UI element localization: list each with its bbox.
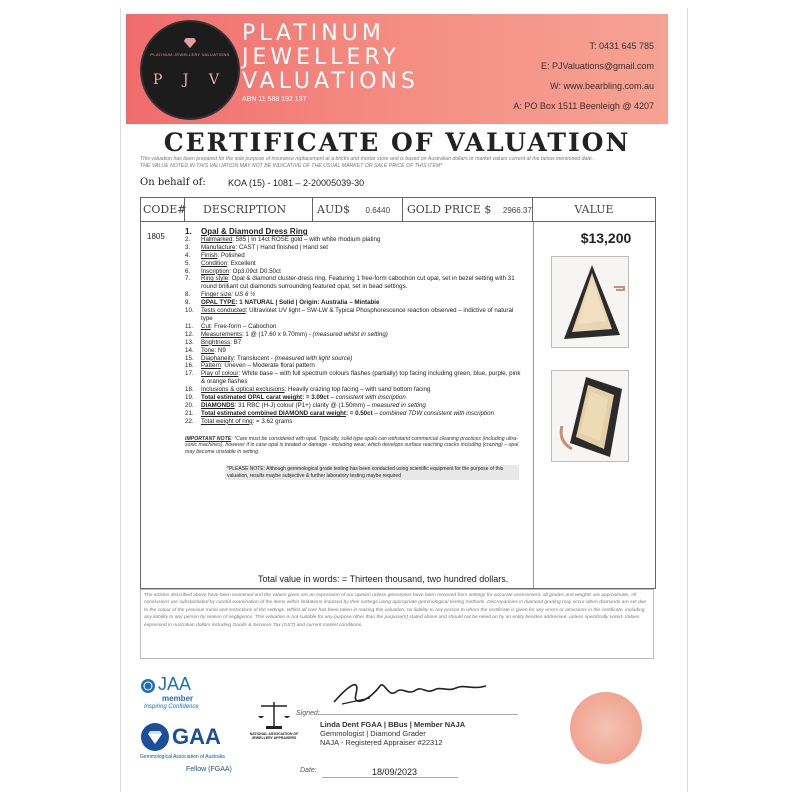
list-item [185, 244, 525, 252]
item-number: 9. [185, 299, 191, 307]
description-list [185, 228, 525, 480]
header-aud [313, 198, 403, 222]
item-text: : 1 NATURAL | Solid | Origin: Australia – Mintabie [235, 299, 380, 307]
list-item [185, 331, 525, 339]
item-number: 20. [185, 401, 194, 409]
gaa-fullname: Gemmological Association of Australia [140, 754, 225, 760]
gaa-text: GAA [172, 724, 221, 749]
item-number: 6. [185, 267, 191, 275]
date-value: 18/09/2023 [372, 767, 418, 777]
list-item [185, 228, 525, 236]
item-text: : Opal & diamond cluster-dress ring. Featuring 1 free-form cabochon cut opal, set in bezel setting with 31 round brilliant cut diamonds surrounding featured opal, set in bead settings. [201, 275, 515, 291]
jaa-text: JAA [158, 674, 192, 694]
item-number: 3. [185, 243, 191, 251]
disclaimer-line: THE VALUE NOTED IN THIS VALUATION MAY NOT BE INDICATIVE OF THE USUAL MARKET OR SALE PRICE OF THIS ITEM* [140, 163, 443, 169]
item-text: : 31 RBC (H-J) colour (P1+) clarity @ (1.50mm) – [234, 401, 372, 409]
date-label: Date: [300, 767, 317, 774]
item-number: 18. [185, 386, 194, 394]
item-label: Inscription [201, 267, 230, 275]
list-item [185, 252, 525, 260]
item-label: OPAL TYPE [201, 299, 236, 307]
item-number: 10. [185, 307, 194, 315]
item-number: 19. [185, 394, 194, 402]
header-value: VALUE [533, 198, 655, 222]
item-text: : Translucent - [233, 354, 275, 362]
abn-number: ABN 11 588 192 137 [242, 96, 307, 103]
item-text: : 585 | In 14ct ROSE gold – with white rhodium plating [232, 235, 381, 243]
gem-icon [184, 38, 196, 48]
item-text: : = 3.09ct [302, 394, 329, 402]
opal-ring-icon [552, 371, 628, 461]
list-item [185, 268, 525, 276]
item-text: : = 0.50ct [345, 409, 373, 417]
website: W: www.bearbling.com.au [550, 81, 654, 91]
letterhead [126, 14, 668, 124]
signature-image [330, 674, 490, 710]
item-label: Cut [201, 322, 211, 330]
contact-block [513, 36, 654, 116]
aud-label: AUD$ [317, 203, 351, 216]
column-divider [533, 222, 534, 588]
item-number: 17. [185, 370, 194, 378]
gaa-fellow: Fellow (FGAA) [186, 766, 232, 773]
item-number: 8. [185, 291, 191, 299]
item-number: 7. [185, 275, 191, 283]
item-note: – consistent with inscription [328, 394, 406, 402]
item-label: Condition [201, 259, 228, 267]
list-item [185, 386, 525, 394]
ring-photo-angle [551, 370, 629, 462]
list-item [185, 307, 525, 323]
item-number: 13. [185, 338, 194, 346]
signature-line [318, 714, 518, 715]
list-item [185, 323, 525, 331]
behalf-label: On behalf of: [140, 177, 206, 188]
certificate-title: CERTIFICATE OF VALUATION [163, 128, 631, 157]
brand-line: VALUATIONS [242, 69, 419, 94]
item-label: Total weight of ring [201, 417, 253, 425]
pjv-logo [140, 20, 240, 120]
item-text: : Polished [217, 251, 245, 259]
list-item [185, 402, 525, 410]
item-label: Total estimated combined DIAMOND carat weight [201, 409, 346, 417]
gold-price: 2966.37 [502, 206, 532, 215]
item-label: Measurements [201, 330, 242, 338]
scales-icon [256, 700, 292, 730]
item-label: Inclusions & optical exclusions [201, 386, 285, 394]
list-item [185, 410, 525, 418]
important-note [185, 436, 525, 456]
header-gold-price [403, 198, 533, 222]
item-number: 4. [185, 251, 191, 259]
embossed-seal [570, 692, 642, 764]
phone: T: 0431 645 785 [589, 41, 654, 51]
item-text: : 1 @ (17.60 x 9.70mm) - [241, 330, 313, 338]
valuation-amount: $13,200 [580, 230, 632, 246]
diamond-emblem-icon [140, 722, 170, 752]
list-item [185, 362, 525, 370]
gold-label: GOLD PRICE $ [407, 203, 492, 216]
item-number: 1. [185, 227, 192, 236]
item-label: DIAMONDS [201, 401, 235, 409]
list-item [185, 370, 525, 386]
aud-rate: 0.6440 [365, 206, 391, 215]
item-text: : Excellent [227, 259, 256, 267]
total-in-words: Total value in words: = Thirteen thousand, two hundred dollars. [258, 574, 509, 584]
disclaimer [140, 156, 660, 170]
address: A: PO Box 1511 Beenleigh @ 4207 [513, 101, 654, 111]
item-number: 5. [185, 259, 191, 267]
item-number: 12. [185, 330, 194, 338]
list-item [185, 347, 525, 355]
header-code: CODE# [141, 198, 185, 222]
item-label: Total estimated OPAL carat weight [201, 394, 303, 402]
item-number: 11. [185, 322, 194, 330]
item-label: Tone [201, 346, 215, 354]
item-text: : CAST | Hand finished | Hand set [235, 243, 328, 251]
disclaimer-line: This valuation has been prepared for the sole purpose of insurance replacement at a bricks and mortar store and is based on Australian dollars or market values current at the below mentioned date. [140, 156, 594, 162]
item-label: Tests conducted [201, 307, 246, 315]
header-description: DESCRIPTION [185, 198, 313, 222]
signer-role: Gemmologist | Diamond Grader [320, 729, 426, 738]
list-item [185, 394, 525, 402]
logo-ring-text: PLATINUM JEWELLERY VALUATIONS [150, 52, 230, 57]
list-item [185, 355, 525, 363]
list-item [185, 260, 525, 268]
item-label: Finish [201, 251, 218, 259]
list-item [185, 418, 525, 426]
item-number: 21. [185, 409, 194, 417]
item-text: : Free-form – Cabochon [210, 322, 277, 330]
item-number: 2. [185, 235, 191, 243]
date-line [322, 777, 458, 778]
list-item [185, 299, 525, 307]
signer-block [320, 720, 465, 747]
item-label: Play of colour [201, 370, 239, 378]
behalf-value: KOA (15) - 1081 – 2-20005039-30 [228, 178, 365, 188]
item-title: Opal & Diamond Dress Ring [201, 227, 308, 236]
email: E: PJValuations@gmail.com [540, 61, 654, 71]
list-item [185, 275, 525, 291]
important-text: : *Care must be considered with opal. Typically, solid type opals can withstand commercial cleaning practices (including ultra-sonic machines), however if in case opal is treated or damage - including wear, which develops surface reaching cracks including (crazing) – opal may become unstable in setting. [185, 435, 519, 455]
ring-photo-top [551, 256, 629, 348]
item-number: 22. [185, 417, 194, 425]
list-item [185, 236, 525, 244]
important-label: IMPORTANT NOTE [185, 435, 232, 442]
legal-disclaimer: The articles described above have been examined and the values given are an expression of our opinion unless gemstones have been removed from settings for accurate assessment, all grades and weights are approximate. All conclusions are substantiated by careful examination of the items within limitations imposed by their settings using appropriate gemmological testing methods. Discrepancies in diamond grading may occur when diamonds are set due to the colour of the precious metal and restrictions of the settings. Whilst all care has been taken in making this valuation, no liability to any person to whom the certificate is given for any errors or omissions in the certificate, including any liability to any person by reason of negligence. This valuation is not suitable for any purpose other than the purpose(s) stated above and should not be relied on by an entity besides addressee, unless specifically noted. Values expressed in Australian dollars including Goods & Services Tax (GST) and current market conditions. [140, 589, 654, 659]
globe-icon [140, 678, 156, 694]
item-text: : Op3.09ct D0.50ct [229, 267, 281, 275]
list-item [185, 339, 525, 347]
item-text: : Uneven – Moderate floral pattern [220, 362, 315, 370]
item-number: 15. [185, 354, 194, 362]
signer-registration: NAJA - Registered Appraiser #22312 [320, 738, 443, 747]
item-label: Ring style [201, 275, 229, 283]
item-number: 14. [185, 346, 194, 354]
item-note: – combined TDW consistent with inscription [372, 409, 495, 417]
jaa-member: member [162, 694, 194, 703]
item-number: 16. [185, 362, 194, 370]
item-note: (measured with light source) [274, 354, 353, 362]
jaa-tagline: Inspiring Confidence [144, 704, 199, 710]
item-text: : B7 [230, 338, 242, 346]
valuation-table [140, 197, 656, 589]
brand-line: JEWELLERY [242, 45, 400, 70]
item-text: : Heavily crazing top facing – with sand bottom facing [284, 386, 431, 394]
item-code: 1805 [147, 232, 165, 241]
opal-ring-icon [552, 257, 628, 347]
item-text: : N9 [214, 346, 226, 354]
item-note: (measured whilst in setting) [312, 330, 388, 338]
item-label: Diaphaneity [201, 354, 234, 362]
please-note: *PLEASE NOTE: Although gemmological grade testing has been conducted using scientific equipment for the purpose of this valuation, results maybe subjective & further laboratory testing maybe required [225, 465, 519, 480]
brand-name [242, 22, 419, 94]
item-text: : White base – with full spectrum colours flashes (partially) top facing including green, blue, purple, pink & orange flashes [201, 370, 521, 386]
item-note: measured in setting [371, 401, 426, 409]
item-text: : Ultraviolet UV light – SW-LW & Typical Phosphorescence reaction observed – indictive of natural type [201, 307, 514, 322]
item-label: Hallmarked [201, 235, 233, 243]
item-text: : US 6 ½ [231, 291, 256, 299]
item-label: Brightness [201, 338, 231, 346]
naja-text: NATIONAL ASSOCIATION OF JEWELLERY APPRAISERS [249, 732, 299, 740]
list-item [185, 291, 525, 299]
signer-name: Linda Dent FGAA | BBus | Member NAJA [320, 720, 466, 729]
item-text: : = 3.62 grams [252, 417, 293, 425]
item-label: Pattern [201, 362, 221, 370]
logo-initials: P J V [152, 72, 228, 88]
brand-line: PLATINUM [242, 21, 385, 46]
item-label: Manufacture [201, 243, 236, 251]
signed-label: Signed: [296, 710, 320, 717]
item-label: Finger size [201, 291, 232, 299]
